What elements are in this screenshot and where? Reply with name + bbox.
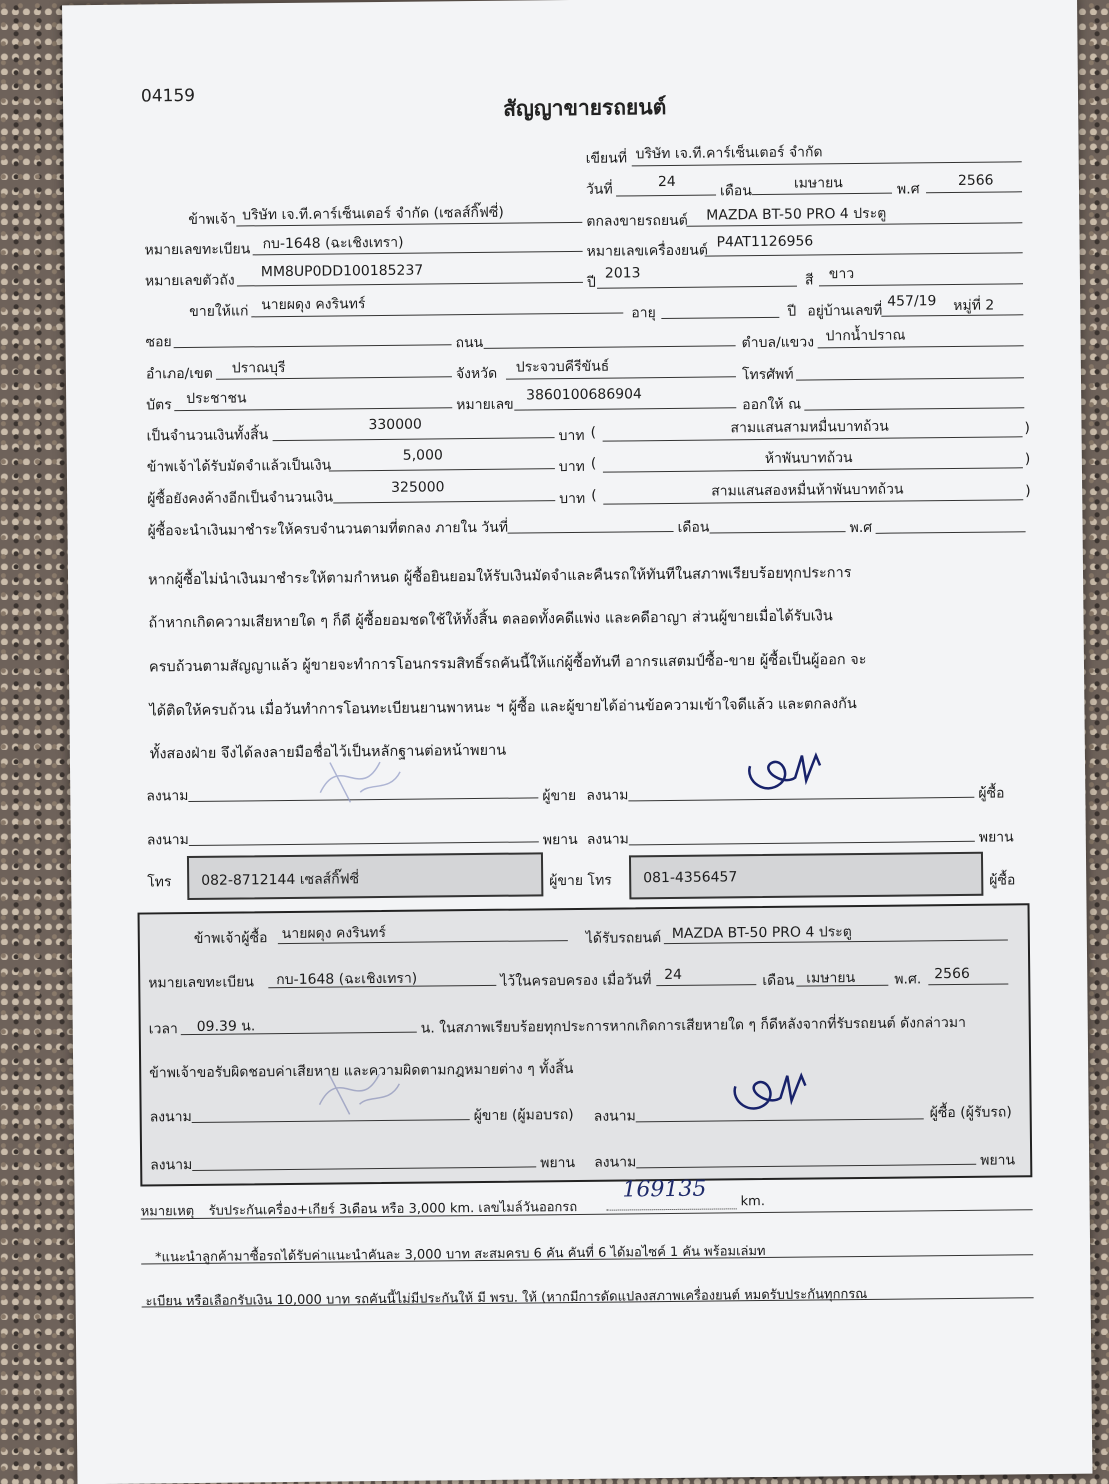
receipt-witness1-sign-label: ลงนาม: [150, 1157, 193, 1174]
receipt-month-label: เดือน: [762, 972, 795, 990]
sold-to-label: ขายให้แก่: [189, 303, 249, 320]
card-value: ประชาชน: [186, 390, 247, 408]
date-day-line: [616, 194, 716, 196]
buyer-name: นายผดุง คงรินทร์: [261, 296, 366, 314]
car-model: MAZDA BT-50 PRO 4 ประตู: [706, 205, 887, 224]
witness2-role: พยาน: [978, 829, 1014, 846]
house-label: อยู่บ้านเลขที่: [807, 302, 883, 320]
chassis-label: หมายเลขตัวถัง: [144, 272, 235, 290]
witness1-sign-line: [189, 841, 539, 846]
notes-line-3: ะเบียน หรือเลือกรับเงิน 10,000 บาท รถคันนี้ไม่มีประกันให้ มี พรบ. ให้ (หากมีการดัดแปลงสภาพเครื่องยนต์ หมดรับประกันทุกกรณ: [145, 1286, 868, 1310]
total-text: สามแสนสามหมื่นบาทถ้วน: [730, 418, 889, 437]
seller-sign-role: ผู้ขาย: [542, 787, 577, 805]
issued-line: [804, 407, 1024, 410]
pay-month-line: [710, 531, 846, 533]
age-years-label: ปี: [787, 303, 797, 320]
date-year-value: 2566: [957, 172, 994, 189]
remain-value: 325000: [391, 479, 445, 496]
remain-line: [333, 500, 555, 503]
deposit-close-paren: ): [1024, 451, 1031, 468]
written-at-value: บริษัท เจ.ที.คาร์เซ็นเตอร์ จำกัด: [635, 144, 823, 163]
id-label: หมายเลข: [456, 396, 514, 414]
receipt-condition: น. ในสภาพเรียบร้อยทุกประการหากเกิดการเสียหายใด ๆ ก็ดีหลังจากที่รับรถยนต์ ดังกล่าวมา: [420, 1014, 967, 1037]
seller-sign-label: ลงนาม: [146, 788, 189, 805]
pay-year-line: [876, 531, 1026, 534]
date-month-label: เดือน: [719, 183, 752, 200]
terms-line-5: ทั้งสองฝ่าย จึงได้ลงลายมือชื่อไว้เป็นหลักฐานต่อหน้าพยาน: [149, 742, 507, 763]
engine-line: [705, 252, 1023, 256]
receipt-day: 24: [664, 966, 683, 984]
date-month-value: เมษายน: [793, 175, 843, 192]
receipt-time-label: เวลา: [148, 1021, 178, 1038]
receipt-buyer-sign-label: ลงนาม: [593, 1108, 636, 1125]
mileage-value: 169135: [622, 1176, 707, 1203]
terms-line-4: ได้ติดให้ครบถ้วน เมื่อวันทำการโอนทะเบียนยานพาหนะ ฯ ผู้ซื้อ และผู้ขายได้อ่านข้อความเข้าใจดีแล้ว และตกลงกัน: [149, 696, 857, 720]
age-line: [661, 317, 779, 319]
card-label: บัตร: [146, 397, 172, 414]
receipt-buyer: นายผดุง คงรินทร์: [281, 924, 387, 943]
pay-deadline-label: ผู้ซื้อจะนำเงินมาชำระให้ครบจำนวนตามที่ตกลง ภายใน วันที่: [147, 519, 509, 540]
vehicle-year-value: 2013: [604, 265, 641, 282]
province-value: ประจวบคีรีขันธ์: [515, 358, 610, 376]
seller-name: บริษัท เจ.ที.คาร์เซ็นเตอร์ จำกัด (เซลส์กิ๊ฟซี่): [242, 204, 504, 224]
mileage-unit: km.: [740, 1194, 765, 1210]
receipt-car: MAZDA BT-50 PRO 4 ประตู: [671, 924, 852, 942]
engine-value: P4AT1126956: [716, 233, 814, 251]
written-at-label: เขียนที่: [585, 150, 628, 167]
phone-line: [796, 377, 1024, 380]
mileage-line: [607, 1208, 737, 1210]
receipt-year: 2566: [934, 965, 970, 983]
total-open-paren: (: [590, 424, 597, 441]
witness2-sign-label: ลงนาม: [586, 831, 629, 848]
total-value: 330000: [368, 416, 422, 434]
province-label: จังหวัด: [455, 365, 498, 383]
remain-label: ผู้ซื้อยังคงค้างอีกเป็นจำนวนเงิน: [147, 489, 334, 508]
witness1-sign-label: ลงนาม: [146, 832, 189, 849]
remain-text: สามแสนสองหมื่นห้าพันบาทถ้วน: [711, 481, 904, 500]
notes-line-1: รับประกันเครื่อง+เกียร์ 3เดือน หรือ 3,000 km. เลขไมล์วันออกรถ: [208, 1199, 578, 1219]
date-year-line: [926, 191, 1022, 193]
road-line: [484, 345, 736, 349]
receipt-witness2-role: พยาน: [980, 1152, 1016, 1169]
age-label: อายุ: [631, 305, 656, 322]
total-line: [273, 437, 555, 441]
id-line: [514, 407, 736, 410]
remain-baht-label: บาท: [559, 490, 586, 508]
buyer-phone: 081-4356457: [643, 869, 738, 887]
color-label: สี: [804, 272, 814, 289]
notes-label: หมายเหตุ: [140, 1203, 195, 1220]
receipt-witness1-role: พยาน: [540, 1155, 576, 1172]
buyer-sign-role: ผู้ซื้อ: [978, 785, 1005, 802]
receipt-received-label: ได้รับรถยนต์: [585, 930, 662, 947]
total-close-paren: ): [1024, 420, 1031, 437]
house-value: 457/19: [887, 293, 937, 310]
receipt-seller-sign-label: ลงนาม: [149, 1109, 192, 1126]
engine-label: หมายเลขเครื่องยนต์: [586, 242, 708, 260]
tambon-label: ตำบล/แขวง: [741, 334, 815, 352]
total-baht-label: บาท: [558, 427, 585, 445]
deposit-value: 5,000: [402, 447, 443, 464]
receipt-seller-faint-signature-image: [299, 1054, 410, 1125]
seller-faint-signature-image: [300, 742, 411, 813]
document-number: 04159: [140, 85, 196, 107]
soi-line: [174, 344, 452, 348]
contract-paper: [62, 0, 1092, 1484]
plate-value: กบ-1648 (ฉะเชิงเทรา): [262, 234, 404, 253]
date-year-label: พ.ศ: [896, 181, 920, 198]
chassis-value: MM8UP0DD100185237: [260, 262, 424, 281]
id-value: 3860100686904: [526, 386, 643, 404]
chassis-line: [237, 282, 583, 287]
deposit-line: [329, 468, 555, 471]
house-line: [881, 314, 1023, 316]
receipt-plate-label: หมายเลขทะเบียน: [148, 974, 255, 992]
buyer-sign-label: ลงนาม: [586, 787, 629, 804]
tambon-value: ปากน้ำปราณ: [825, 327, 906, 345]
terms-line-2: ถ้าหากเกิดความเสียหายใด ๆ ก็ดี ผู้ซื้อยอมชดใช้ให้ทั้งสิ้น ตลอดทั้งคดีแพ่ง และคดีอาญา ส่วนผู้ขายเมื่อได้รับเงิน: [148, 608, 833, 632]
witness2-sign-line: [629, 841, 975, 846]
receipt-plate: กบ-1648 (ฉะเชิงเทรา): [276, 970, 418, 989]
agree-sell-label: ตกลงขายรถยนต์: [586, 212, 688, 230]
deposit-text: ห้าพันบาทถ้วน: [764, 450, 853, 467]
terms-line-1: หากผู้ซื้อไม่นำเงินมาชำระให้ตามกำหนด ผู้ซื้อยินยอมให้รับเงินมัดจำและคืนรถให้ทันทีในสภาพเรียบร้อยทุกประการ: [147, 565, 852, 589]
witness1-role: พยาน: [542, 831, 578, 849]
seller-phone: 082-8712144 เซลส์กิ๊ฟซี่: [201, 871, 360, 889]
receipt-possess-label: ไว้ในครอบครอง เมื่อวันที่: [500, 972, 652, 990]
terms-line-3: ครบถ้วนตามสัญญาแล้ว ผู้ขายจะทำการโอนกรรมสิทธิ์รถคันนี้ให้แก่ผู้ซื้อทันที อากรแสตมป์ซื้อ-ขาย ผู้ซื้อเป็นผู้ออก จะ: [148, 651, 867, 676]
total-label: เป็นจำนวนเงินทั้งสิ้น: [146, 427, 269, 445]
deposit-baht-label: บาท: [558, 458, 585, 476]
remain-close-paren: ): [1025, 483, 1031, 500]
receipt-buyer-label: ข้าพเจ้าผู้ซื้อ: [193, 930, 268, 947]
road-label: ถนน: [455, 334, 484, 352]
receipt-time: 09.39 น.: [196, 1018, 256, 1035]
pay-day-line: [508, 531, 674, 534]
buyer-phone-role: ผู้ซื้อ: [989, 872, 1016, 889]
seller-phone-label: โทร: [147, 874, 172, 891]
vehicle-year-label: ปี: [586, 274, 596, 291]
soi-label: ซอย: [145, 334, 172, 351]
vehicle-year-line: [597, 286, 797, 289]
receipt-month: เมษายน: [806, 970, 856, 987]
deposit-open-paren: (: [590, 455, 597, 472]
color-value: ขาว: [828, 266, 855, 283]
amphoe-value: ปราณบุรี: [231, 359, 286, 377]
issued-label: ออกให้ ณ: [742, 396, 802, 414]
pay-year-label: พ.ศ: [849, 519, 873, 537]
seller-label: ข้าพเจ้า: [188, 211, 236, 229]
seller-phone-role: ผู้ขาย โทร: [549, 872, 612, 890]
deposit-label: ข้าพเจ้าได้รับมัดจำแล้วเป็นเงิน: [146, 457, 332, 476]
receipt-buyer-signature-image: [725, 1055, 816, 1120]
receipt-year-label: พ.ศ.: [894, 971, 922, 988]
remain-open-paren: (: [591, 487, 597, 504]
receipt-buyer-role: ผู้ซื้อ (ผู้รับรถ): [929, 1104, 1012, 1122]
receipt-witness2-sign-label: ลงนาม: [594, 1154, 637, 1171]
receipt-seller-role: ผู้ขาย (ผู้มอบรถ): [473, 1107, 574, 1125]
phone-label: โทรศัพท์: [741, 366, 794, 384]
amphoe-label: อำเภอ/เขต: [145, 365, 213, 383]
buyer-signature-image: [740, 735, 831, 800]
date-day-value: 24: [657, 173, 676, 191]
date-day-label: วันที่: [585, 181, 613, 198]
moo-value: หมู่ที่ 2: [953, 297, 995, 314]
notes-line-2: *แนะนำลูกค้ามาซื้อรถได้รับค่าแนะนำคันละ 3,000 บาท สะสมครบ 6 คัน คันที่ 6 ได้มอไซค์ 1 คัน พร้อมเล่มท: [155, 1244, 766, 1266]
plate-label: หมายเลขทะเบียน: [144, 241, 251, 259]
receipt-responsibility: ข้าพเจ้าขอรับผิดชอบค่าเสียหาย และความผิดตามกฎหมายต่าง ๆ ทั้งสิ้น: [149, 1061, 574, 1082]
pay-month-label: เดือน: [677, 519, 710, 536]
page-title: สัญญาขายรถยนต์: [503, 94, 667, 121]
